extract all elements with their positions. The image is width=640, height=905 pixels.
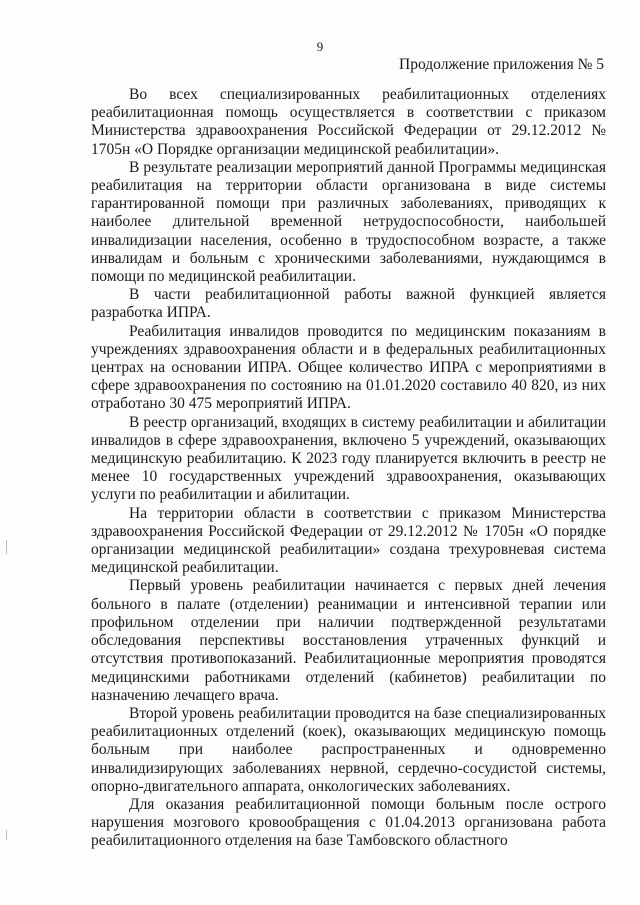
paragraph: В реестр организаций, входящих в систему реабилитации и абилитации инвалидов в сфере здравоохранения, включено 5 учреждений, оказывающих медицинскую реабилитацию. К 2023 году планируется включить в реестр не менее 10 государственных учреждений здравоохранения, оказывающих услуги по реабилитации и абилитации. — [91, 413, 606, 504]
paragraph: Первый уровень реабилитации начинается с первых дней лечения больного в палате (отделении) реанимации и интенсивной терапии или профильном отделении при наличии подтвержденной результатами обследования перспективы восстановления утраченных функций и отсутствия противопоказаний. Реабилитационные мероприятия проводятся медицинскими работниками отделений (кабинетов) реабилитации по назначению лечащего врача. — [91, 577, 606, 704]
paragraph: Во всех специализированных реабилитационных отделениях реабилитационная помощь осуществляется в соответствии с приказом Министерства здравоохранения Российской Федерации от 29.12.2012 № 1705н «О Порядке организации медицинской реабилитации». — [91, 86, 606, 158]
scan-margin-mark — [6, 540, 7, 554]
paragraph: Второй уровень реабилитации проводится на базе специализированных реабилитационных отделений (коек), оказывающих медицинскую помощь больным при наиболее распространенных и одновременно инвалидизирующих заболеваниях нервной, сердечно-сосудистой системы, опорно-двигательного аппарата, онкологических заболеваниях. — [91, 704, 606, 795]
paragraph: В части реабилитационной работы важной функцией является разработка ИПРА. — [91, 286, 606, 322]
paragraph: На территории области в соответствии с приказом Министерства здравоохранения Российской Федерации от 29.12.2012 № 1705н «О порядке организации медицинской реабилитации» создана трехуровневая система медицинской реабилитации. — [91, 504, 606, 577]
document-body — [91, 86, 606, 851]
appendix-continuation-header: Продолжение приложения № 5 — [399, 56, 604, 73]
scan-margin-mark — [6, 830, 7, 840]
paragraph: Для оказания реабилитационной помощи больным после острого нарушения мозгового кровообращения с 01.04.2013 организована работа реабилитационного отделения на базе Тамбовского областного — [91, 795, 606, 850]
paragraph: В результате реализации мероприятий данной Программы медицинская реабилитация на территории области организована в виде системы гарантированной помощи при различных заболеваниях, приводящих к наиболее длительной временной нетрудоспособности, наибольшей инвалидизации населения, особенно в трудоспособном возрасте, а также инвалидам и больным с хроническими заболеваниями, нуждающимся в помощи по медицинской реабилитации. — [91, 158, 606, 286]
paragraph: Реабилитация инвалидов проводится по медицинским показаниям в учреждениях здравоохранения области и в федеральных реабилитационных центрах на основании ИПРА. Общее количество ИПРА с мероприятиями в сфере здравоохранения по состоянию на 01.01.2020 составило 40 820, из них отработано 30 475 мероприятий ИПРА. — [91, 322, 606, 413]
page-number: 9 — [316, 39, 324, 54]
